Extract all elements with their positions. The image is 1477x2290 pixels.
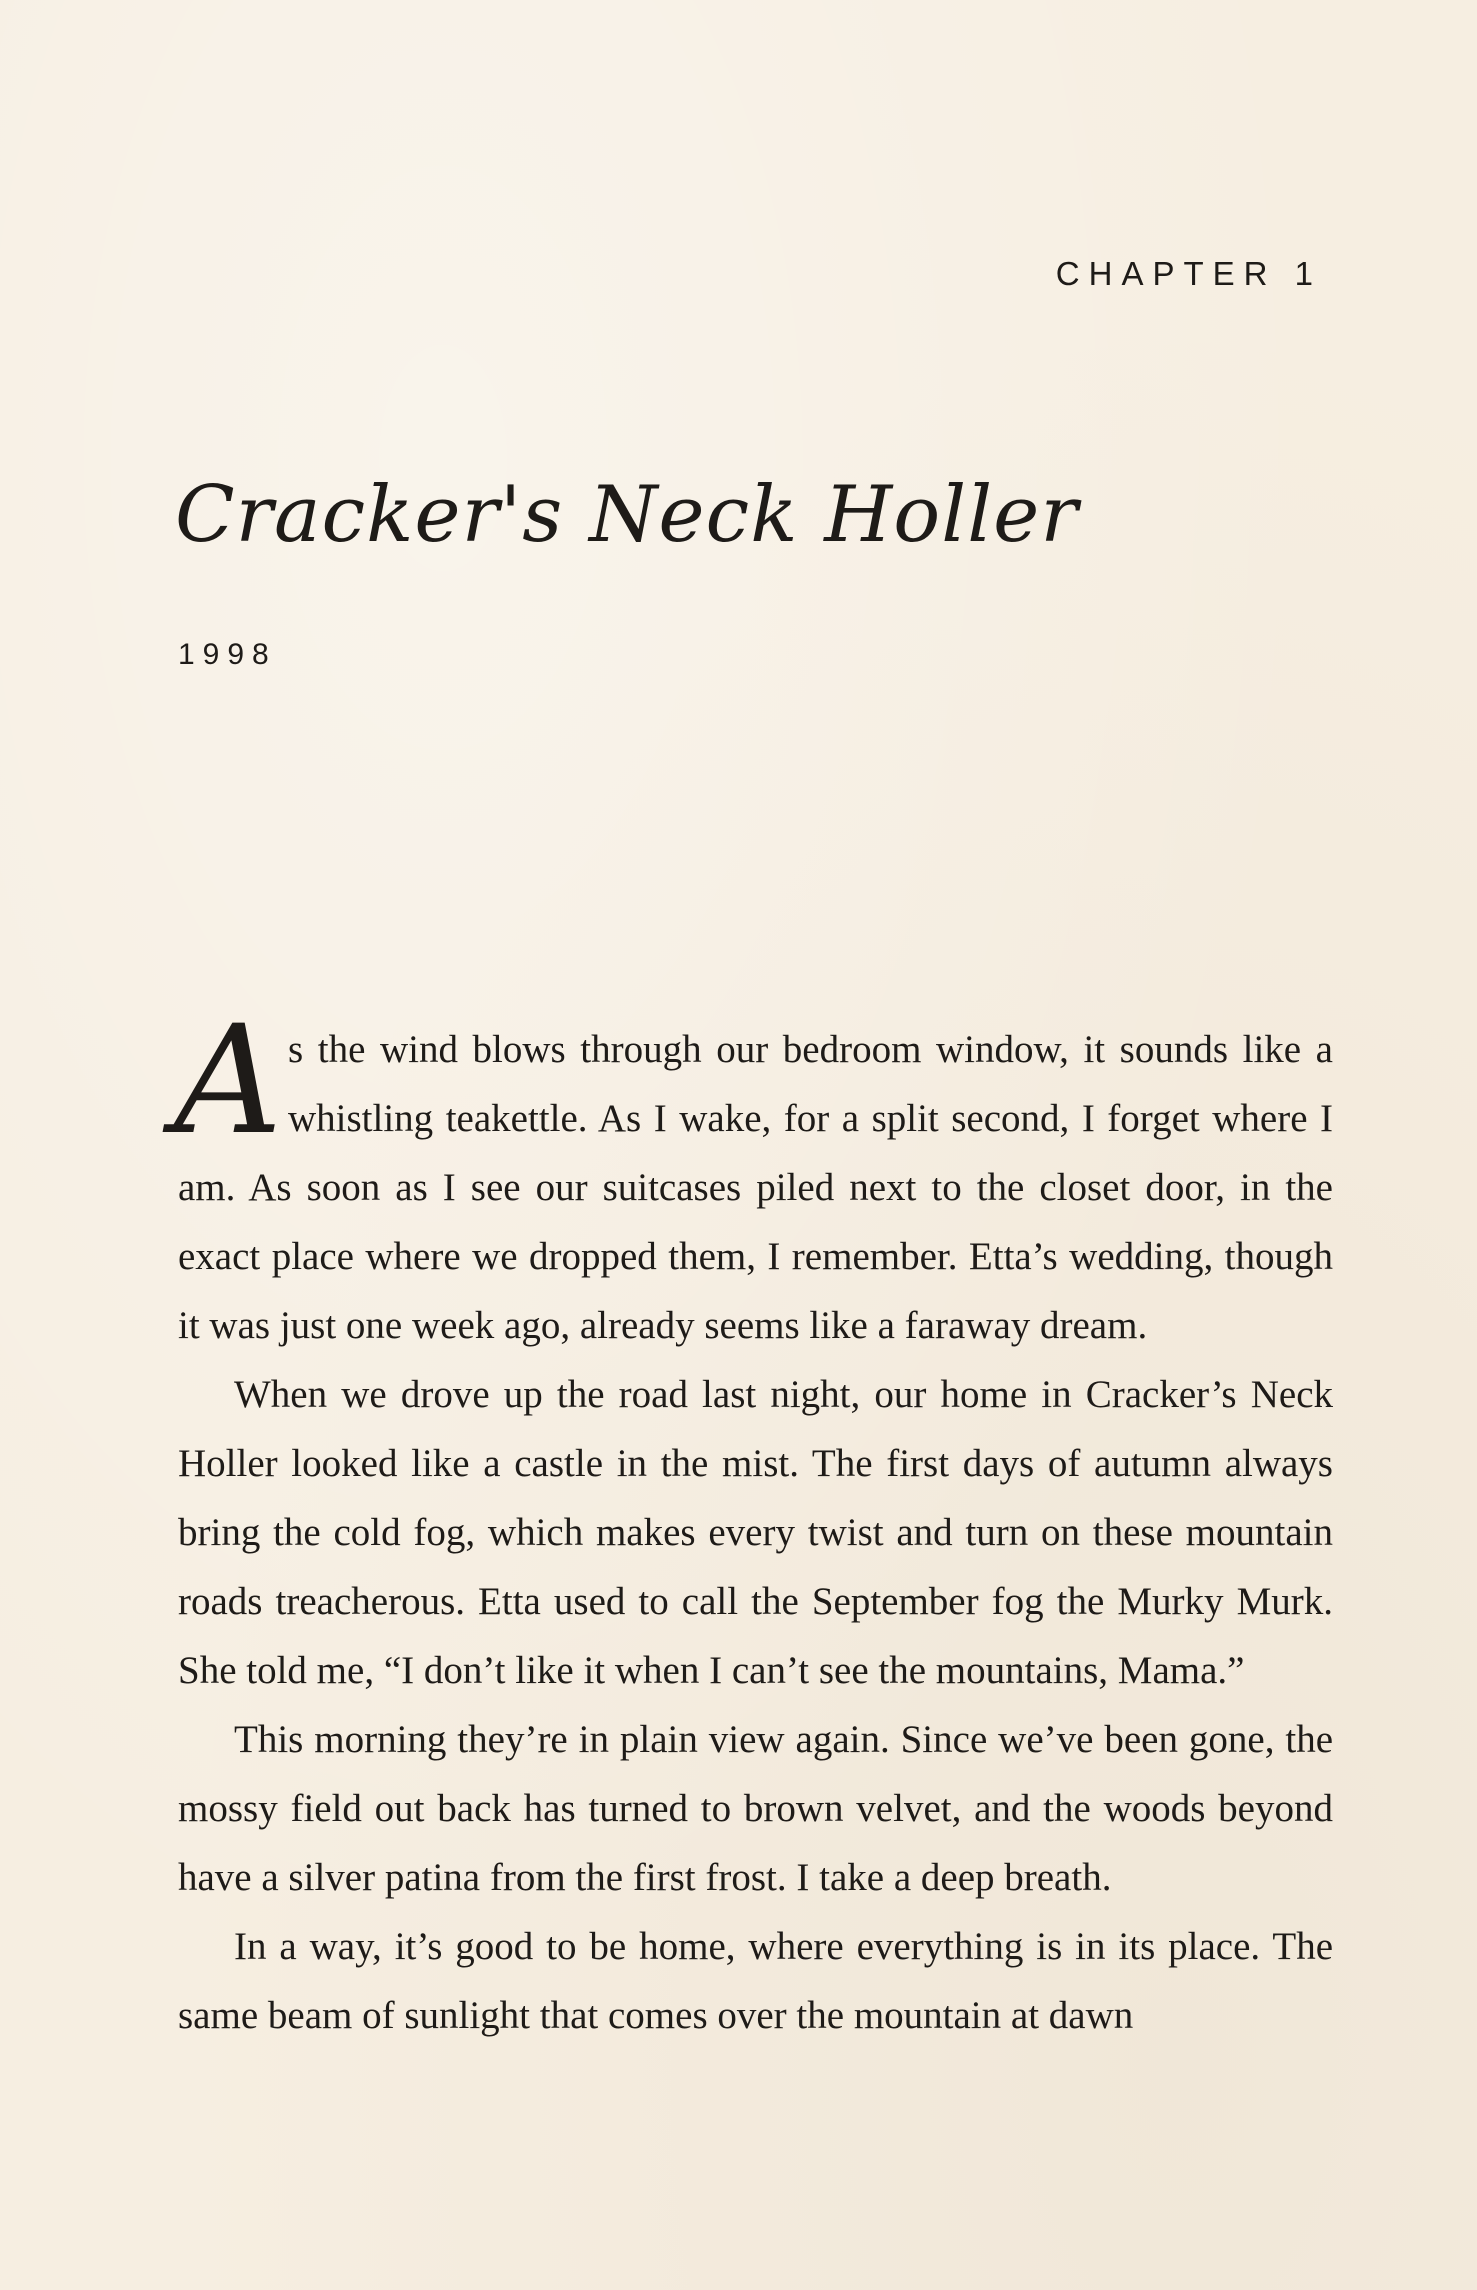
chapter-body	[174, 994, 1333, 2050]
chapter-year: 1998	[178, 638, 277, 671]
chapter-label: CHAPTER 1	[1055, 255, 1322, 292]
drop-cap: A	[174, 994, 283, 1168]
paragraph: In a way, it’s good to be home, where everything is in its place. The same beam of sunlight that comes over the mountain at dawn	[178, 1925, 1333, 2037]
paragraph-text: s the wind blows through our bedroom window, it sounds like a whistling teakettle. As I wake, for a split second, I forget where I am. As soon as I see our suitcases piled next to the closet door, in the exact place where we dropped them, I remember. Etta’s wedding, though it was just one week ago, already seems like a faraway dream.	[178, 1028, 1333, 1347]
paragraph: This morning they’re in plain view again. Since we’ve been gone, the mossy field out back has turned to brown velvet, and the woods beyond have a silver patina from the first frost. I take a deep breath.	[178, 1718, 1333, 1899]
paragraph	[174, 994, 1333, 1360]
chapter-title: Cracker's Neck Holler	[175, 470, 1079, 560]
paragraph: When we drove up the road last night, our home in Cracker’s Neck Holler looked like a castle in the mist. The first days of autumn always bring the cold fog, which makes every twist and turn on these mountain roads treacherous. Etta used to call the September fog the Murky Murk. She told me, “I don’t like it when I can’t see the mountains, Mama.”	[178, 1373, 1333, 1692]
